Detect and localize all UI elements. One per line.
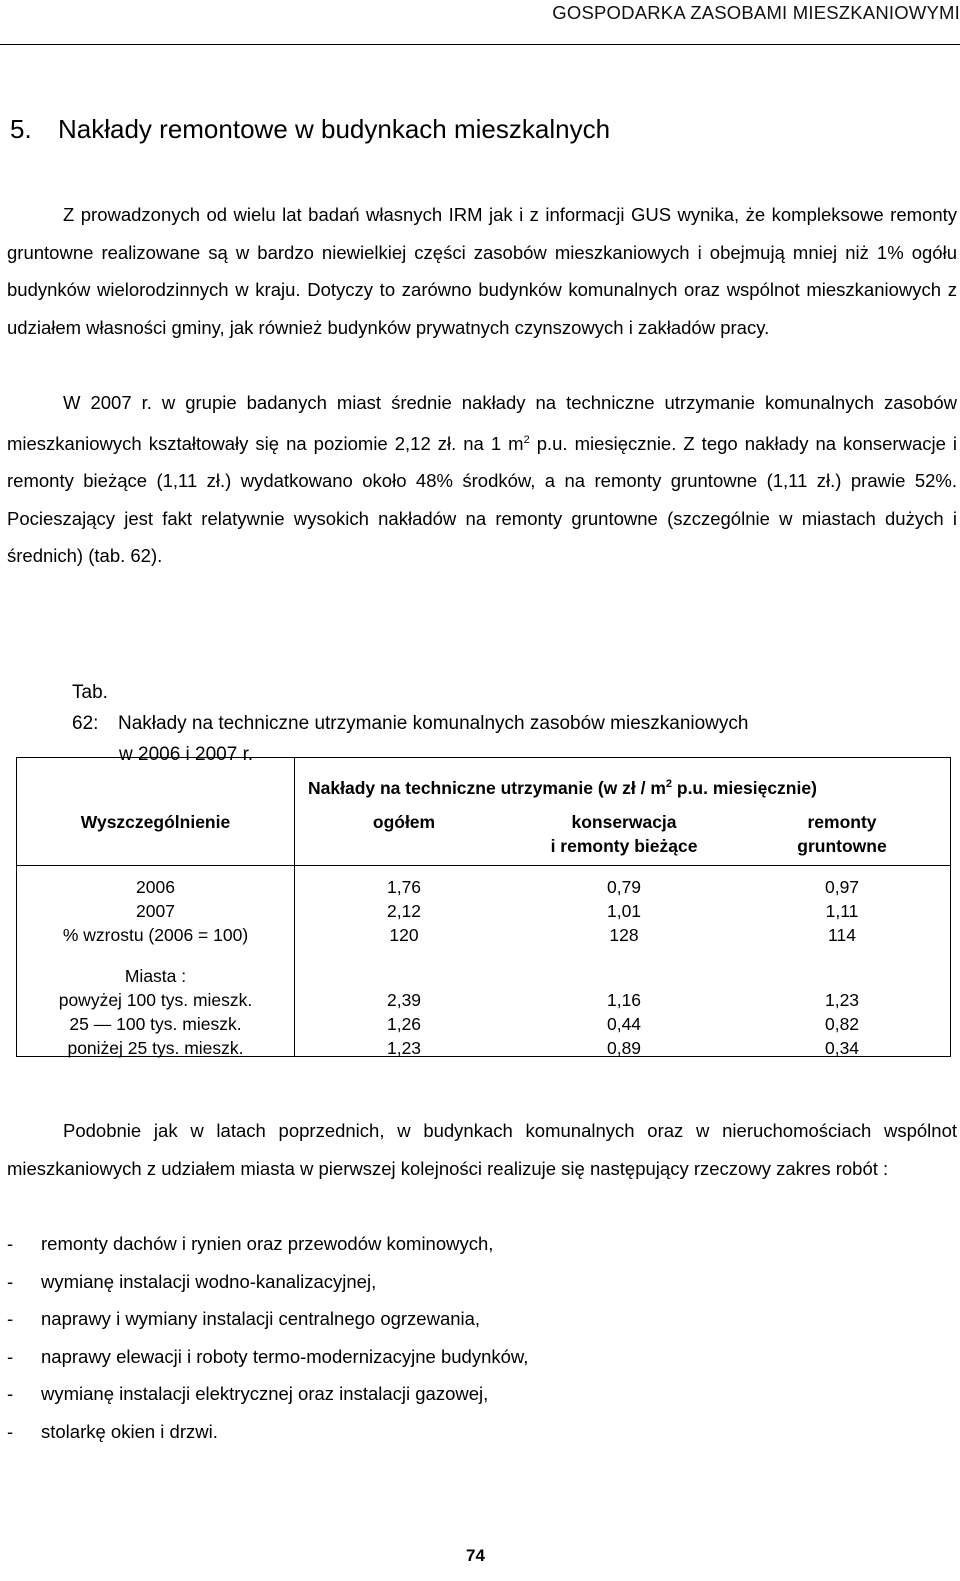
table-cell: 1,26 bbox=[386, 1014, 422, 1034]
table-cell: 0,79 bbox=[606, 877, 642, 897]
list-item bbox=[7, 1413, 528, 1451]
table-cell: 128 bbox=[609, 925, 639, 945]
table-cell: 1,23 bbox=[386, 1038, 422, 1058]
list-item-text: stolarkę okien i drzwi. bbox=[41, 1420, 218, 1442]
table-caption-line1: Nakłady na techniczne utrzymanie komunalnych zasobów mieszkaniowych bbox=[118, 713, 749, 734]
list-bullet: - bbox=[7, 1308, 14, 1329]
superscript-2: 2 bbox=[523, 433, 530, 446]
table-cell: 2,12 bbox=[386, 901, 422, 921]
column-header-major-repairs bbox=[734, 810, 950, 858]
group1-col-total bbox=[294, 875, 514, 947]
group2-labels bbox=[17, 964, 294, 1060]
table-cell: 120 bbox=[389, 925, 419, 945]
group1-col-major-repairs bbox=[734, 875, 950, 947]
list-item-text: remonty dachów i rynien oraz przewodów kominowych, bbox=[41, 1233, 494, 1254]
table-row-label: 2007 bbox=[136, 901, 175, 921]
works-list bbox=[7, 1225, 528, 1450]
table-caption-line2: w 2006 i 2007 r. bbox=[119, 744, 254, 765]
table-cell: 1,01 bbox=[606, 901, 642, 921]
second-paragraph-text-1: W 2007 r. w grupie badanych miast średnie nakłady na techniczne utrzymanie komunalnych zasobów mieszkaniowych kształtowały się na poziomie 2,12 zł. na 1 m bbox=[7, 392, 957, 454]
spanning-column-header bbox=[294, 772, 950, 800]
table-cell: 0,34 bbox=[824, 1038, 860, 1058]
spanning-header-text-2: p.u. miesięcznie) bbox=[672, 777, 817, 798]
row-header-title: Wyszczególnienie bbox=[80, 812, 231, 832]
group2-col-maintenance bbox=[514, 988, 734, 1060]
list-item-text: wymianę instalacji elektrycznej oraz instalacji gazowej, bbox=[41, 1383, 489, 1404]
spanning-header-sup: 2 bbox=[665, 778, 673, 790]
table-row-label: poniżej 25 tys. mieszk. bbox=[67, 1038, 244, 1058]
header-rule bbox=[0, 44, 960, 45]
column-header-maintenance-line2: i remonty bieżące bbox=[550, 836, 698, 856]
table-caption-label: Tab. 62: bbox=[72, 682, 108, 734]
table-header-divider bbox=[17, 865, 950, 866]
column-header-total-line1: ogółem bbox=[372, 812, 436, 832]
section-title bbox=[10, 114, 610, 145]
column-header-maintenance bbox=[514, 810, 734, 858]
table-cell: 1,16 bbox=[606, 990, 642, 1010]
running-header: GOSPODARKA ZASOBAMI MIESZKANIOWYMI bbox=[552, 2, 960, 23]
list-item bbox=[7, 1300, 528, 1338]
list-item bbox=[7, 1225, 528, 1263]
table-cell: 1,76 bbox=[386, 877, 422, 897]
table-group-heading: Miasta : bbox=[124, 966, 187, 986]
list-item bbox=[7, 1338, 528, 1376]
column-header-total bbox=[294, 810, 514, 834]
table-cell: 0,97 bbox=[824, 877, 860, 897]
table-cell: 1,11 bbox=[825, 901, 859, 921]
list-bullet: - bbox=[7, 1383, 14, 1404]
column-header-major-repairs-line1: remonty bbox=[807, 812, 877, 832]
list-bullet: - bbox=[7, 1420, 14, 1442]
section-title-text: Nakłady remontowe w budynkach mieszkalnych bbox=[58, 114, 611, 144]
table-row-label: % wzrostu (2006 = 100) bbox=[62, 925, 249, 945]
closing-paragraph: Podobnie jak w latach poprzednich, w budynkach komunalnych oraz w nieruchomościach wspólnot mieszkaniowych z udziałem miasta w pierwszej kolejności realizuje się następujący rzeczowy zakres robót : bbox=[7, 1120, 957, 1179]
section-number: 5. bbox=[10, 114, 32, 144]
list-item-text: naprawy i wymiany instalacji centralnego ogrzewania, bbox=[41, 1308, 481, 1329]
list-item bbox=[7, 1375, 528, 1413]
group1-labels bbox=[17, 875, 294, 947]
group1-col-maintenance bbox=[514, 875, 734, 947]
list-item-text: naprawy elewacji i roboty termo-modernizacyjne budynków, bbox=[41, 1345, 529, 1367]
table-cell: 114 bbox=[828, 925, 856, 945]
table-row-label: 25 — 100 tys. mieszk. bbox=[69, 1014, 242, 1034]
spanning-header-text-1: Nakłady na techniczne utrzymanie (w zł / m bbox=[308, 777, 666, 798]
table-cell: 1,23 bbox=[824, 990, 860, 1010]
table-cell: 0,44 bbox=[606, 1014, 642, 1034]
group2-col-total bbox=[294, 988, 514, 1060]
table-cell: 0,82 bbox=[824, 1014, 860, 1034]
second-paragraph bbox=[7, 384, 957, 575]
column-header-major-repairs-line2: gruntowne bbox=[797, 836, 887, 856]
page-number: 74 bbox=[466, 1546, 485, 1565]
second-paragraph-text-2: p.u. miesięcznie. Z tego nakłady na konserwacje i remonty bieżące (1,11 zł.) wydatkowano około 48% środków, a na remonty gruntowne (1,11 zł.) prawie 52%. Pocieszający jest fakt relatywnie wysokich nakładów na remonty gruntowne (szczególnie w miastach dużych i średnich) (tab. 62). bbox=[7, 432, 957, 567]
table-cell: 0,89 bbox=[606, 1038, 642, 1058]
list-bullet: - bbox=[7, 1345, 14, 1367]
data-table bbox=[16, 757, 951, 1057]
group2-col-major-repairs bbox=[734, 988, 950, 1060]
table-row-label: 2006 bbox=[136, 877, 175, 897]
column-header-maintenance-line1: konserwacja bbox=[571, 812, 677, 832]
table-cell: 2,39 bbox=[386, 990, 422, 1010]
intro-paragraph: Z prowadzonych od wielu lat badań własnych IRM jak i z informacji GUS wynika, że kompleksowe remonty gruntowne realizowane są w bardzo niewielkiej części zasobów mieszkaniowych i obejmują mniej niż 1% ogółu budynków wielorodzinnych w kraju. Dotyczy to zarówno budynków komunalnych oraz wspólnot mieszkaniowych z udziałem własności gminy, jak również budynków prywatnych czynszowych i zakładów pracy. bbox=[7, 204, 957, 338]
list-bullet: - bbox=[7, 1270, 14, 1292]
list-bullet: - bbox=[7, 1233, 14, 1254]
list-item bbox=[7, 1263, 528, 1301]
list-item-text: wymianę instalacji wodno-kanalizacyjnej, bbox=[41, 1270, 377, 1292]
table-row-label: powyżej 100 tys. mieszk. bbox=[58, 990, 253, 1010]
